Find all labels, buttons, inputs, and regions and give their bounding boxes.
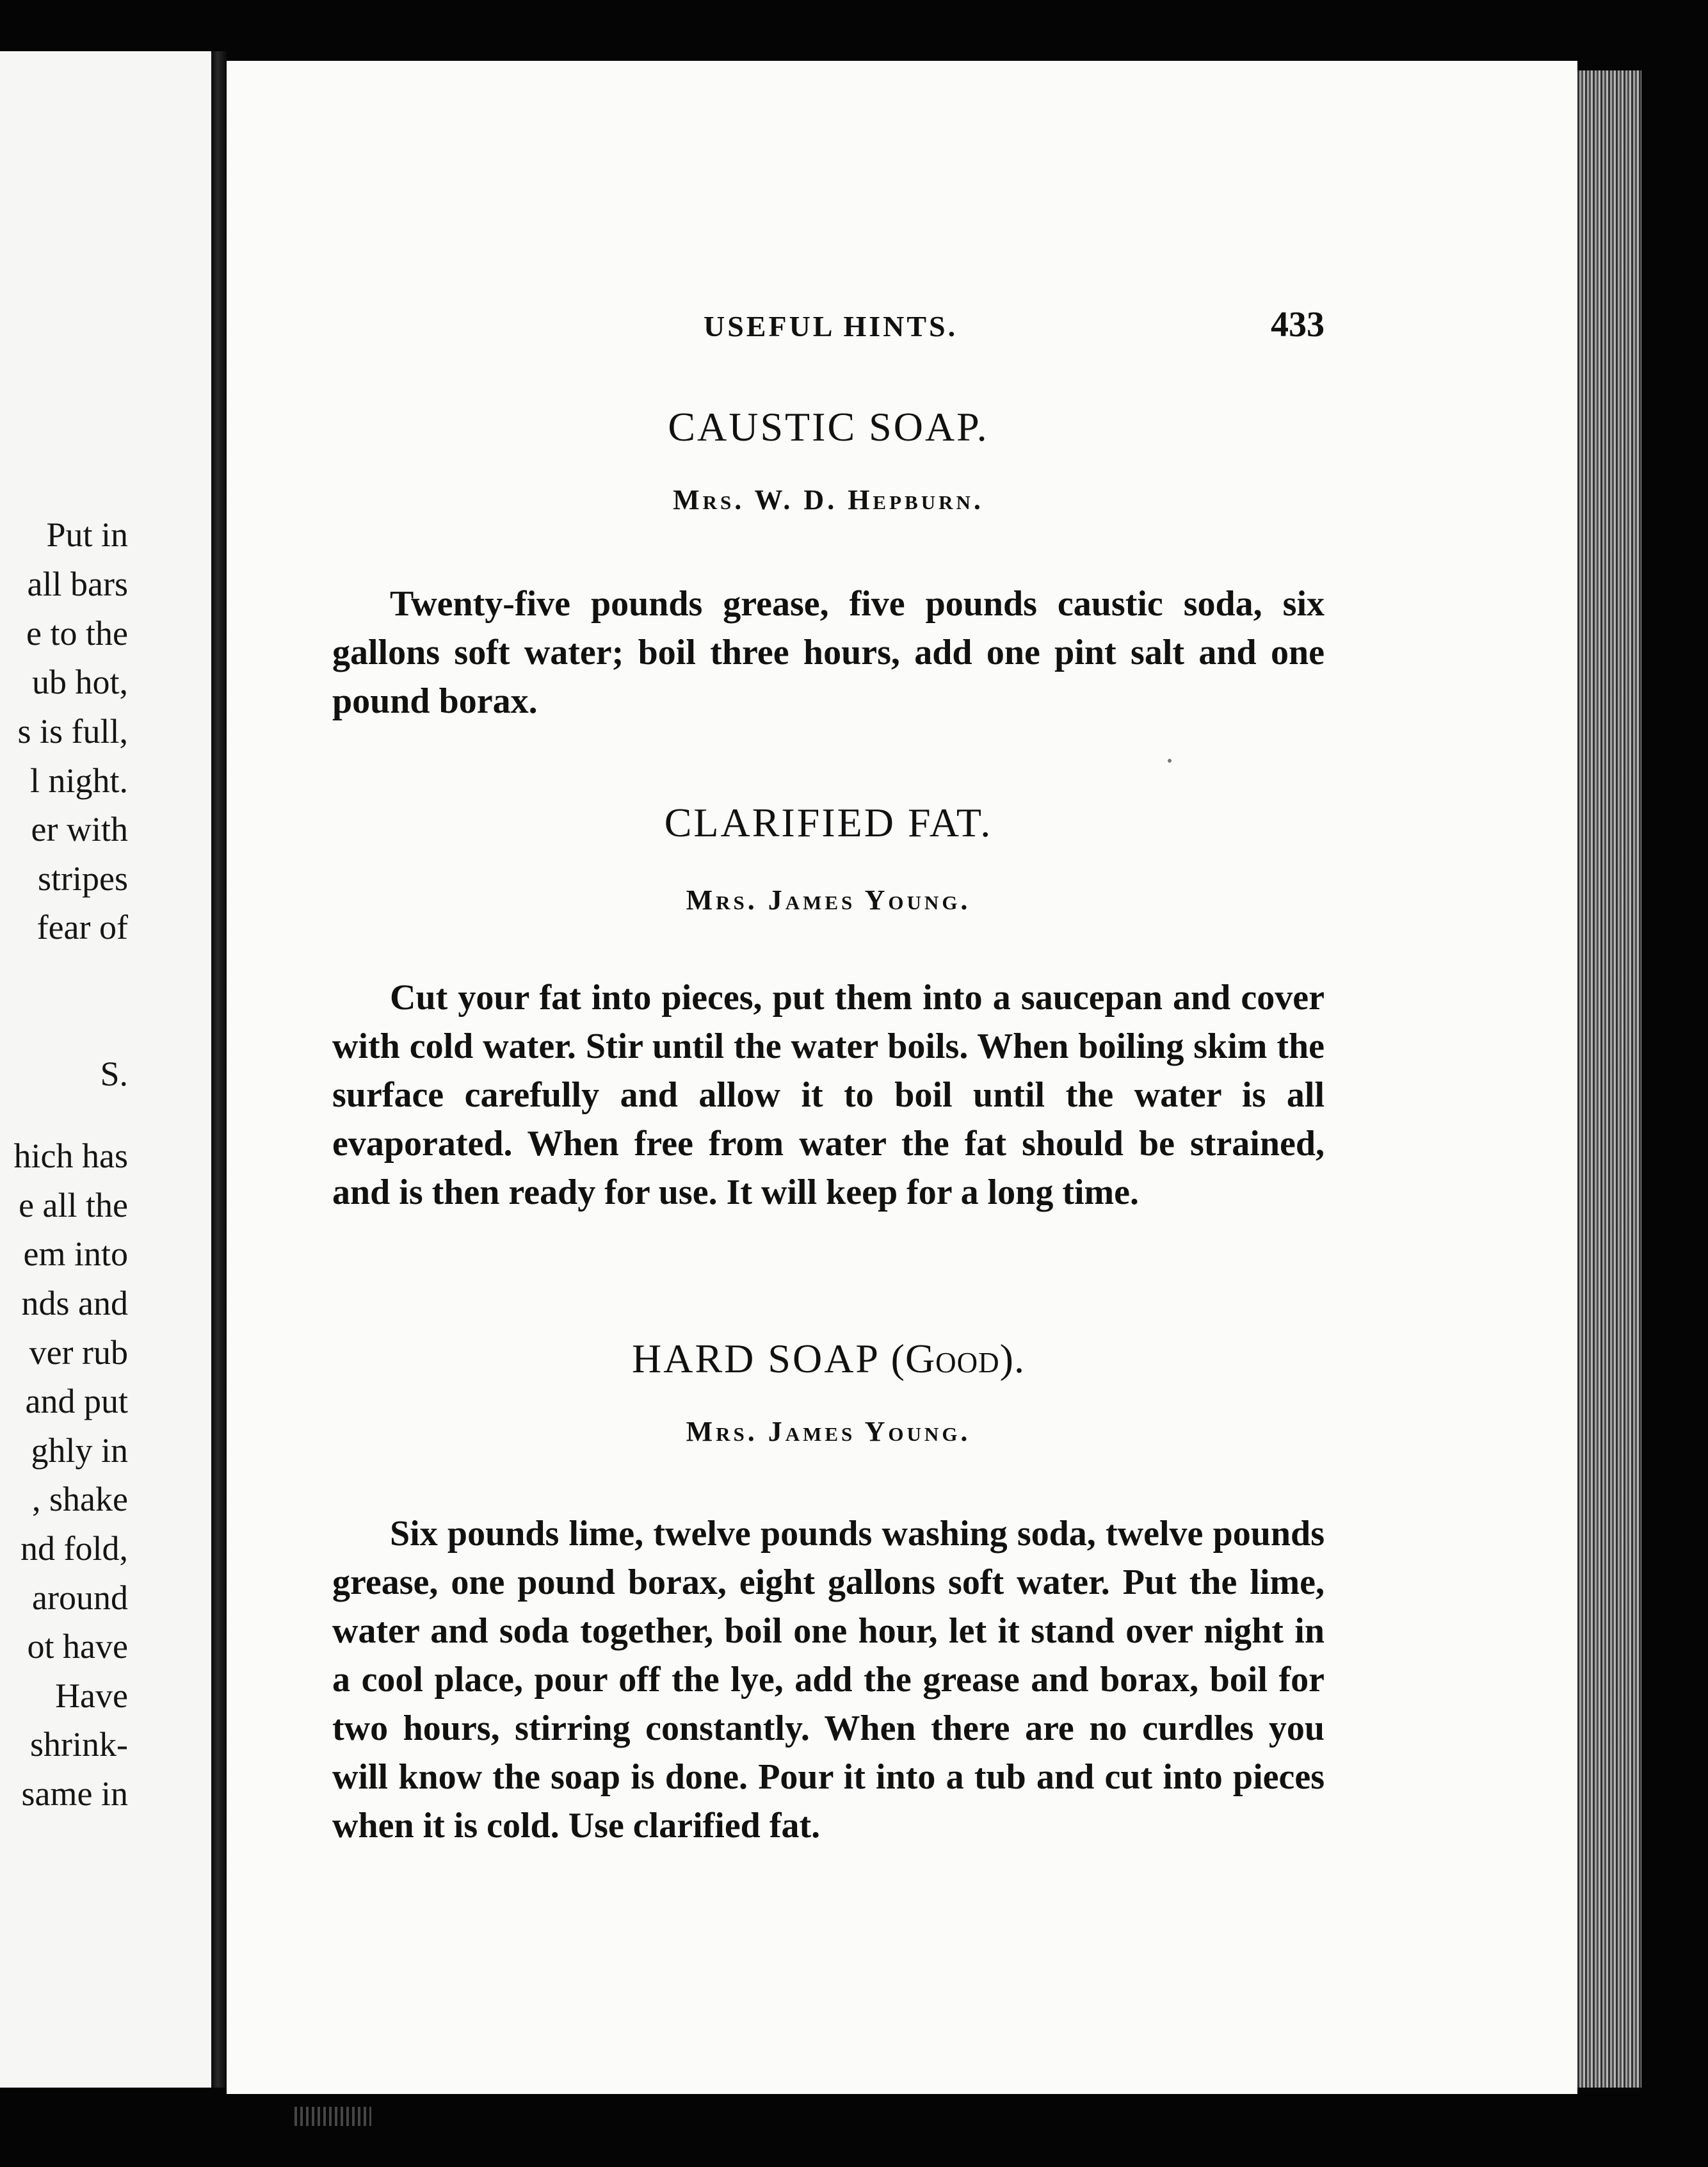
left-page-line: e to the [26,614,128,653]
section-body: Cut your fat into pieces, put them into a saucepan and cover with cold water. Stir until the water boils. When boiling skim the surface carefully and allow it to boil until the water is all evaporated. When free from water the fat should be strained, and is then ready for use. It will keep for a long time. [332,978,1325,1212]
scan-top-edge [307,18,1204,44]
left-page-line: ot have [27,1627,128,1666]
page-edges [1577,70,1641,2088]
section-title: CAUSTIC SOAP. [668,404,989,450]
left-page-line: , shake [32,1480,128,1518]
running-head-title: USEFUL HINTS. [704,310,958,343]
left-page-line: ver rub [29,1333,128,1372]
paper-speck [1168,759,1172,763]
section-title [332,1335,1325,1383]
left-page-line: and put [25,1382,128,1420]
book-gutter [211,51,227,2088]
section-author: Mrs. James Young. [686,1416,971,1447]
left-facing-page [0,51,211,2088]
section-body: Six pounds lime, twelve pounds washing soda, twelve pounds grease, one pound borax, eight gallons soft water. Put the lime, water and soda together, boil one hour, let it stand over night in a cool place, pour off the lye, add the grease and borax, boil for two hours, stirring constantly. When there are no curdles you will know the soap is done. Pour it into a tub and cut into pieces when it is cold. Use clarified fat. [332,1514,1325,1846]
left-page-line: s is full, [17,712,128,751]
left-page-line: around [32,1579,128,1617]
scan-bottom-mark [294,2107,371,2126]
left-page-line: S. [100,1055,128,1093]
left-page-line: e all the [19,1186,128,1224]
section-title-qualifier: (Good). [890,1336,1025,1381]
left-page-line: ghly in [31,1431,128,1470]
left-page-line: shrink- [30,1725,128,1764]
left-page-line: l night. [29,761,128,800]
section-title: CLARIFIED FAT. [664,800,993,845]
left-page-line: ub hot, [31,663,128,701]
left-page-line: Have [55,1676,128,1715]
left-page-line: hich has [13,1137,128,1175]
running-head [332,305,1325,348]
right-page [227,61,1577,2094]
section-author: Mrs. W. D. Hepburn. [673,484,984,515]
left-page-line: same in [21,1774,128,1813]
left-page-line: fear of [36,908,128,946]
left-page-line: Put in [46,515,128,554]
left-page-line: nds and [21,1284,128,1322]
page-number: 433 [1271,305,1325,345]
section-title-main: HARD SOAP [632,1336,879,1381]
left-page-line: em into [23,1235,128,1273]
left-page-line: all bars [27,565,128,603]
left-page-line: stripes [38,859,128,898]
left-page-line: nd fold, [20,1529,128,1568]
left-page-line: er with [31,810,128,848]
section-body: Twenty-five pounds grease, five pounds caustic soda, six gallons soft water; boil three hours, add one pint salt and one pound borax. [332,584,1325,721]
section-author: Mrs. James Young. [686,884,971,916]
